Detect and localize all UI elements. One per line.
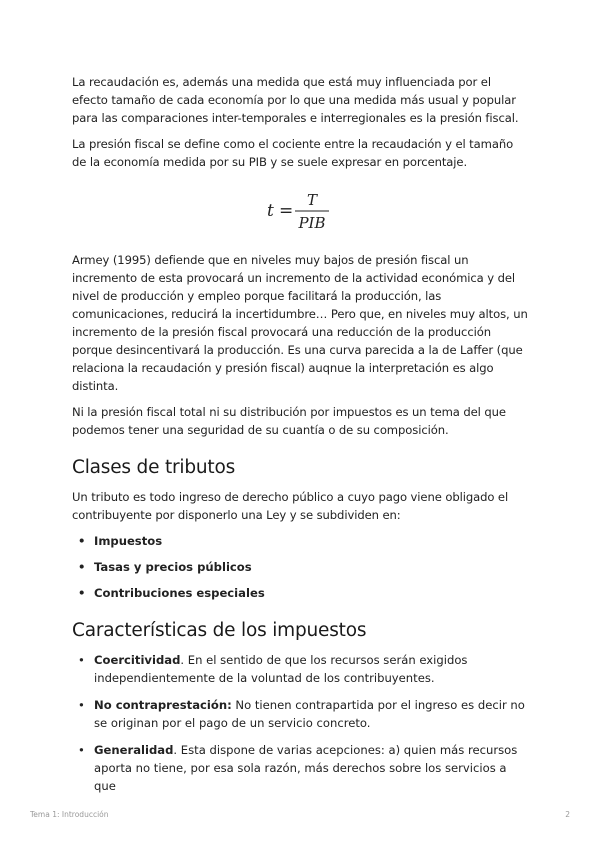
list-item-text: . Esta dispone de varias acepciones: a) quien más recursos aporta no tiene, por esa sola razón, más derechos sobre los servicios a que [94,743,518,793]
bullet: • [78,743,85,757]
list-item [72,532,530,550]
bullet: • [78,698,85,712]
formula-pressure [72,185,530,237]
section-heading: Clases de tributos [72,457,236,478]
list-item [72,584,530,602]
formula-denominator: PIB [298,214,326,232]
document-body [72,73,530,804]
formula-numerator: T [306,191,318,209]
formula-svg [261,185,341,237]
formula-lhs: t [267,201,274,221]
tribute-list [72,532,530,602]
list-item [72,558,530,576]
list-item-term: No contraprestación: [94,698,232,712]
list-item-label: Impuestos [94,534,163,548]
list-item-text: No tienen contrapartida por el ingreso es decir no se originan por el pago de un servicio concreto. [94,698,525,730]
bullet: • [78,586,86,600]
formula-equals: = [279,201,294,221]
paragraph: La recaudación es, además una medida que está muy influenciada por el efecto tamaño de cada economía por lo que una medida más usual y popular para las comparaciones inter-temporales e interregionales es la presión fiscal. [72,75,519,125]
page-footer [30,810,570,819]
list-item-label: Contribuciones especiales [94,586,265,600]
footer-title: Tema 1: Introducción [30,810,109,819]
paragraph: Armey (1995) defiende que en niveles muy bajos de presión fiscal un incremento de esta provocará un incremento de la actividad económica y del nivel de producción y empleo porque facilitará la producción, las comunicaciones, reducirá la incertidumbre… Pero que, en niveles muy altos, un incremento de la presión fiscal provocará una reducción de la producción porque desincentivará la producción. Es una curva parecida a la de Laffer (que relaciona la recaudación y presión fiscal) auqnue la interpretación es algo distinta. [72,253,528,393]
list-item-term: Generalidad [94,743,174,757]
list-item [72,651,530,687]
paragraph: Ni la presión fiscal total ni su distribución por impuestos es un tema del que podemos tener una seguridad de su cuantía o de su composición. [72,405,506,437]
bullet: • [78,534,86,548]
characteristics-list [72,651,530,795]
bullet: • [78,653,85,667]
bullet: • [78,560,86,574]
list-item-term: Coercitividad [94,653,181,667]
list-item-text: . En el sentido de que los recursos serán exigidos independientemente de la voluntad de los contribuyentes. [94,653,468,685]
section-heading: Características de los impuestos [72,620,367,641]
list-item [72,741,530,795]
list-item [72,696,530,732]
paragraph: La presión fiscal se define como el cociente entre la recaudación y el tamaño de la economía medida por su PIB y se suele expresar en porcentaje. [72,137,514,169]
list-item-label: Tasas y precios públicos [94,560,252,574]
paragraph: Un tributo es todo ingreso de derecho público a cuyo pago viene obligado el contribuyente por disponerlo una Ley y se subdividen en: [72,490,509,522]
page-number: 2 [565,810,570,819]
